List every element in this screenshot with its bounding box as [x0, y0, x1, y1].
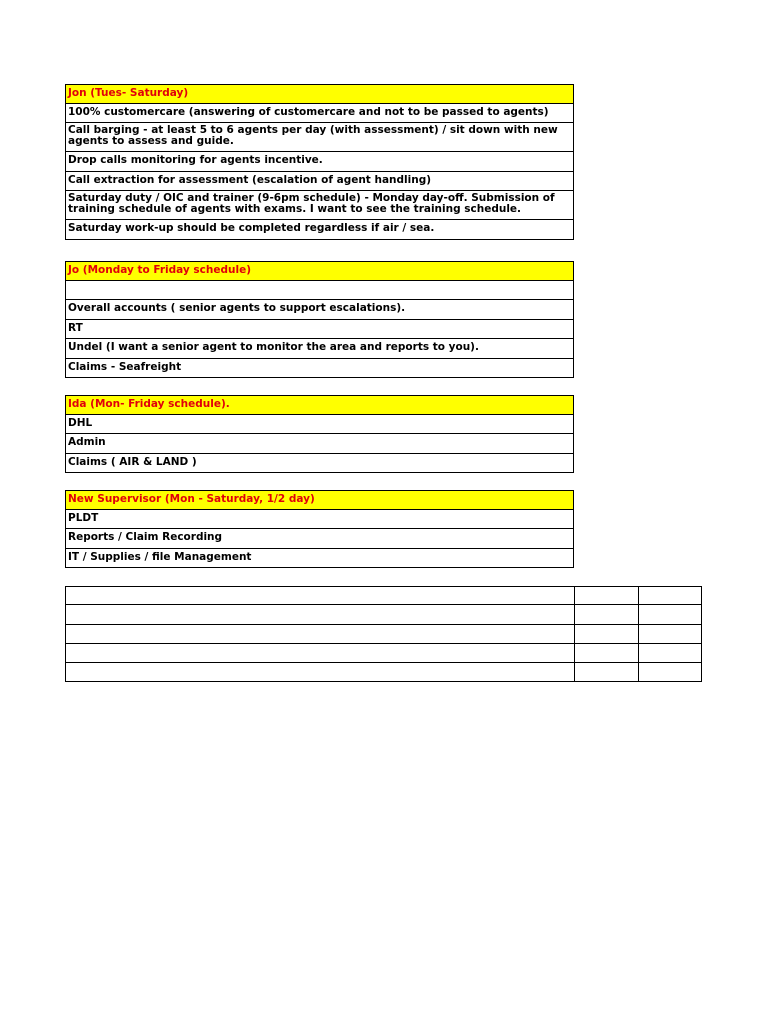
- grid-cell[interactable]: [65, 605, 574, 623]
- ida-header[interactable]: Ida (Mon- Friday schedule).: [65, 395, 574, 415]
- jon-section: [65, 84, 574, 240]
- grid-row: [65, 605, 702, 624]
- new-supervisor-item-2[interactable]: Reports / Claim Recording: [65, 529, 574, 549]
- jon-item-1[interactable]: 100% customercare (answering of customercare and not to be passed to agents): [65, 104, 574, 124]
- new-supervisor-section: [65, 490, 574, 568]
- ida-item-2[interactable]: Admin: [65, 434, 574, 454]
- grid-row: [65, 644, 702, 663]
- new-supervisor-item-1[interactable]: PLDT: [65, 510, 574, 530]
- grid-cell[interactable]: [638, 644, 702, 662]
- grid-cell[interactable]: [574, 644, 638, 662]
- ida-item-3[interactable]: Claims ( AIR & LAND ): [65, 454, 574, 474]
- ida-section: [65, 395, 574, 473]
- grid-cell[interactable]: [574, 587, 638, 604]
- new-supervisor-item-3[interactable]: IT / Supplies / file Management: [65, 549, 574, 569]
- grid-row: [65, 663, 702, 682]
- jon-item-4[interactable]: Call extraction for assessment (escalation of agent handling): [65, 172, 574, 192]
- jo-item-3[interactable]: RT: [65, 320, 574, 340]
- jon-header[interactable]: Jon (Tues- Saturday): [65, 84, 574, 104]
- jo-item-2[interactable]: Overall accounts ( senior agents to support escalations).: [65, 300, 574, 320]
- grid-cell[interactable]: [638, 625, 702, 643]
- jon-item-3[interactable]: Drop calls monitoring for agents incentive.: [65, 152, 574, 172]
- jon-item-6[interactable]: Saturday work-up should be completed regardless if air / sea.: [65, 220, 574, 240]
- ida-item-1[interactable]: DHL: [65, 415, 574, 435]
- jo-item-5[interactable]: Claims - Seafreight: [65, 359, 574, 379]
- grid-cell[interactable]: [638, 605, 702, 623]
- grid-cell[interactable]: [574, 625, 638, 643]
- jo-item-1[interactable]: [65, 281, 574, 301]
- empty-grid: [65, 586, 702, 682]
- grid-cell[interactable]: [638, 587, 702, 604]
- jon-item-5[interactable]: Saturday duty / OIC and trainer (9-6pm schedule) - Monday day-off. Submission of training schedule of agents with exams. I want to see the training schedule.: [65, 191, 574, 220]
- jo-header[interactable]: Jo (Monday to Friday schedule): [65, 261, 574, 281]
- grid-cell[interactable]: [638, 663, 702, 681]
- grid-cell[interactable]: [574, 605, 638, 623]
- grid-cell[interactable]: [65, 625, 574, 643]
- jon-item-2[interactable]: Call barging - at least 5 to 6 agents per day (with assessment) / sit down with new agents to assess and guide.: [65, 123, 574, 152]
- grid-row: [65, 586, 702, 605]
- grid-cell[interactable]: [574, 663, 638, 681]
- grid-cell[interactable]: [65, 663, 574, 681]
- new-supervisor-header[interactable]: New Supervisor (Mon - Saturday, 1/2 day): [65, 490, 574, 510]
- jo-item-4[interactable]: Undel (I want a senior agent to monitor the area and reports to you).: [65, 339, 574, 359]
- grid-row: [65, 625, 702, 644]
- grid-cell[interactable]: [65, 644, 574, 662]
- jo-section: [65, 261, 574, 378]
- grid-cell[interactable]: [65, 587, 574, 604]
